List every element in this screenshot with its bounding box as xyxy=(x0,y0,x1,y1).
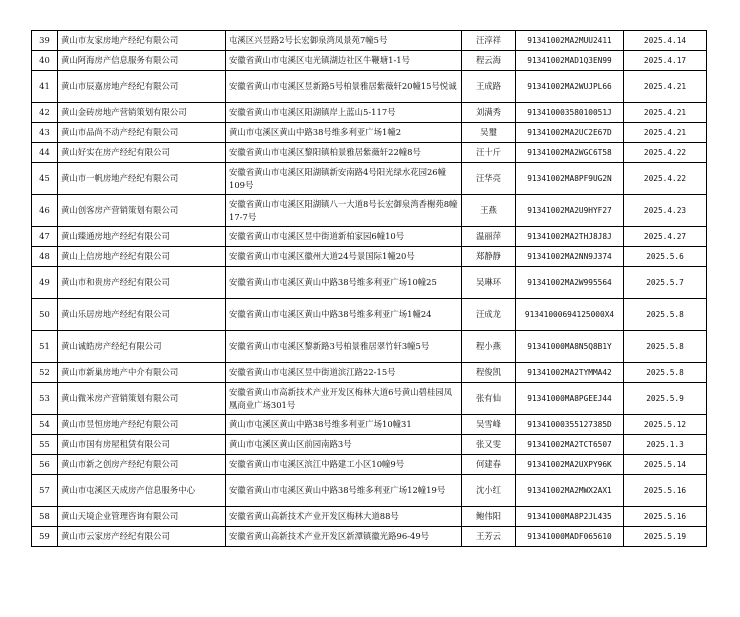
address: 黄山市屯溪区黄山中路38号维多利亚广场10幢31 xyxy=(226,415,462,435)
record-date: 2025.4.21 xyxy=(624,71,707,103)
address: 安徽省黄山市屯溪区昱中街道滨江路22-15号 xyxy=(226,363,462,383)
record-date: 2025.4.21 xyxy=(624,103,707,123)
record-date: 2025.4.14 xyxy=(624,31,707,51)
record-date: 2025.4.22 xyxy=(624,143,707,163)
address: 黄山市屯溪区黄山区前园南路3号 xyxy=(226,435,462,455)
contact-person: 何建春 xyxy=(462,455,516,475)
record-date: 2025.4.17 xyxy=(624,51,707,71)
address: 安徽省黄山市屯溪区屯光镇湖边社区牛鞭塘1-1号 xyxy=(226,51,462,71)
table-row xyxy=(32,527,707,547)
table-row xyxy=(32,31,707,51)
credit-code: 91341000694125000X4 xyxy=(516,299,624,331)
table-row xyxy=(32,363,707,383)
credit-code: 91341002MA2UC2E67D xyxy=(516,123,624,143)
credit-code: 91341002MA2TYMMA42 xyxy=(516,363,624,383)
address: 安徽省黄山市屯溪区徽州大道24号景国际1幢20号 xyxy=(226,247,462,267)
address: 安徽省黄山市屯溪区昱中街道新柏家园6幢10号 xyxy=(226,227,462,247)
address: 安徽省黄山市屯溪区黎新路3号柏景雅居翠竹轩3幢5号 xyxy=(226,331,462,363)
row-number: 53 xyxy=(32,383,58,415)
address: 安徽省黄山市屯溪区黄山中路38号维多利亚广场1幢24 xyxy=(226,299,462,331)
table-row xyxy=(32,71,707,103)
row-number: 57 xyxy=(32,475,58,507)
record-date: 2025.5.7 xyxy=(624,267,707,299)
credit-code: 91341000MA8PGEEJ44 xyxy=(516,383,624,415)
contact-person: 吴雪峰 xyxy=(462,415,516,435)
address: 安徽省黄山市屯溪区阳湖镇岸上蓝山5-117号 xyxy=(226,103,462,123)
row-number: 42 xyxy=(32,103,58,123)
company-name: 黄山市昱恒房地产经纪有限公司 xyxy=(58,415,226,435)
address: 黄山市屯溪区黄山中路38号维多利亚广场1幢2 xyxy=(226,123,462,143)
company-name: 黄山市屯溪区天成房产信息服务中心 xyxy=(58,475,226,507)
credit-code: 91341002MA2U9HYF27 xyxy=(516,195,624,227)
table-row xyxy=(32,507,707,527)
record-date: 2025.5.14 xyxy=(624,455,707,475)
record-date: 2025.1.3 xyxy=(624,435,707,455)
contact-person: 郑静静 xyxy=(462,247,516,267)
contact-person: 汪十斤 xyxy=(462,143,516,163)
record-date: 2025.5.8 xyxy=(624,331,707,363)
row-number: 59 xyxy=(32,527,58,547)
company-name: 黄山市国有房屋租赁有限公司 xyxy=(58,435,226,455)
credit-code: 91341000MADF065610 xyxy=(516,527,624,547)
credit-code: 91341002MA2W995564 xyxy=(516,267,624,299)
row-number: 50 xyxy=(32,299,58,331)
contact-person: 吴璽 xyxy=(462,123,516,143)
row-number: 46 xyxy=(32,195,58,227)
credit-code: 91341002MAD1Q3EN99 xyxy=(516,51,624,71)
row-number: 40 xyxy=(32,51,58,71)
company-name: 黄山市辰嘉房地产经纪有限公司 xyxy=(58,71,226,103)
address: 安徽省黄山市屯溪区阳湖镇八一大道8号长宏御泉湾香榭苑8幢17-7号 xyxy=(226,195,462,227)
company-name: 黄山市友家房地产经纪有限公司 xyxy=(58,31,226,51)
credit-code: 91341002MA2UXPY96K xyxy=(516,455,624,475)
table-row xyxy=(32,435,707,455)
table-row xyxy=(32,195,707,227)
record-date: 2025.5.12 xyxy=(624,415,707,435)
contact-person: 汪成龙 xyxy=(462,299,516,331)
company-name: 黄山市品尚不动产经纪有限公司 xyxy=(58,123,226,143)
credit-code: 91341002MA2NN9J374 xyxy=(516,247,624,267)
company-name: 黄山市一帆房地产经纪有限公司 xyxy=(58,163,226,195)
table-row xyxy=(32,143,707,163)
contact-person: 王成路 xyxy=(462,71,516,103)
record-date: 2025.5.19 xyxy=(624,527,707,547)
table-row xyxy=(32,267,707,299)
row-number: 54 xyxy=(32,415,58,435)
contact-person: 温丽萍 xyxy=(462,227,516,247)
company-name: 黄山金砖房地产营销策划有限公司 xyxy=(58,103,226,123)
company-name: 黄山乐居房地产经纪有限公司 xyxy=(58,299,226,331)
contact-person: 汪淳祥 xyxy=(462,31,516,51)
registry-table-container xyxy=(31,30,706,547)
record-date: 2025.5.16 xyxy=(624,475,707,507)
contact-person: 张又雯 xyxy=(462,435,516,455)
credit-code: 91341002MA2WUJPL66 xyxy=(516,71,624,103)
row-number: 47 xyxy=(32,227,58,247)
record-date: 2025.4.22 xyxy=(624,163,707,195)
credit-code: 91341002MA2MWX2AX1 xyxy=(516,475,624,507)
credit-code: 91341002MA8PF9UG2N xyxy=(516,163,624,195)
contact-person: 鲍伟阳 xyxy=(462,507,516,527)
table-row xyxy=(32,247,707,267)
address: 安徽省黄山市屯溪区黎阳镇柏景雅居紫薇轩22幢8号 xyxy=(226,143,462,163)
row-number: 51 xyxy=(32,331,58,363)
contact-person: 王芳云 xyxy=(462,527,516,547)
company-name: 黄山臻通房地产经纪有限公司 xyxy=(58,227,226,247)
address: 屯溪区兴昱路2号长宏御泉湾凤景苑7幢5号 xyxy=(226,31,462,51)
table-row xyxy=(32,383,707,415)
row-number: 48 xyxy=(32,247,58,267)
address: 安徽省黄山市高新技术产业开发区梅林大道6号黄山碧桂园凤凰商业广场301号 xyxy=(226,383,462,415)
row-number: 44 xyxy=(32,143,58,163)
record-date: 2025.5.16 xyxy=(624,507,707,527)
credit-code: 91341000358010051J xyxy=(516,103,624,123)
credit-code: 91341002MA2THJ8J8J xyxy=(516,227,624,247)
row-number: 52 xyxy=(32,363,58,383)
table-row xyxy=(32,415,707,435)
record-date: 2025.5.9 xyxy=(624,383,707,415)
table-row xyxy=(32,51,707,71)
row-number: 45 xyxy=(32,163,58,195)
contact-person: 吴琳环 xyxy=(462,267,516,299)
address: 安徽省黄山市屯溪区黄山中路38号维多利亚广场12幢19号 xyxy=(226,475,462,507)
contact-person: 程俊凯 xyxy=(462,363,516,383)
credit-code: 91341000MA8N5Q8B1Y xyxy=(516,331,624,363)
table-row xyxy=(32,299,707,331)
record-date: 2025.4.21 xyxy=(624,123,707,143)
contact-person: 程小燕 xyxy=(462,331,516,363)
address: 安徽省黄山高新技术产业开发区新潭镇徽光路96-49号 xyxy=(226,527,462,547)
company-name: 黄山创客房产营销策划有限公司 xyxy=(58,195,226,227)
company-name: 黄山市和贵房产经纪有限公司 xyxy=(58,267,226,299)
address: 安徽省黄山市屯溪区昱新路5号柏景雅居紫薇轩20幢15号悦诚 xyxy=(226,71,462,103)
address: 安徽省黄山市屯溪区黄山中路38号维多利亚广场10幢25 xyxy=(226,267,462,299)
address: 安徽省黄山高新技术产业开发区梅林大道88号 xyxy=(226,507,462,527)
table-body xyxy=(32,31,707,547)
row-number: 56 xyxy=(32,455,58,475)
table-row xyxy=(32,227,707,247)
record-date: 2025.5.8 xyxy=(624,363,707,383)
registry-table xyxy=(31,30,707,547)
contact-person: 程云海 xyxy=(462,51,516,71)
company-name: 黄山市云家房产经纪有限公司 xyxy=(58,527,226,547)
row-number: 58 xyxy=(32,507,58,527)
record-date: 2025.5.6 xyxy=(624,247,707,267)
company-name: 黄山市新之创房产经纪有限公司 xyxy=(58,455,226,475)
row-number: 49 xyxy=(32,267,58,299)
row-number: 55 xyxy=(32,435,58,455)
address: 安徽省黄山市屯溪区滨江中路建工小区10幢9号 xyxy=(226,455,462,475)
address: 安徽省黄山市屯溪区阳湖镇新安南路4号阳光绿水花园26幢109号 xyxy=(226,163,462,195)
table-row xyxy=(32,123,707,143)
company-name: 黄山好实在房产经纪有限公司 xyxy=(58,143,226,163)
row-number: 39 xyxy=(32,31,58,51)
table-row xyxy=(32,103,707,123)
credit-code: 91341000MA8P2JL435 xyxy=(516,507,624,527)
table-row xyxy=(32,331,707,363)
contact-person: 汪华亮 xyxy=(462,163,516,195)
company-name: 黄山市新巢房地产中介有限公司 xyxy=(58,363,226,383)
company-name: 黄山上信房地产经纪有限公司 xyxy=(58,247,226,267)
contact-person: 刘满秀 xyxy=(462,103,516,123)
company-name: 黄山阿海房产信息服务有限公司 xyxy=(58,51,226,71)
credit-code: 91341002MA2MUU2411 xyxy=(516,31,624,51)
credit-code: 91341002MA2WGC6T58 xyxy=(516,143,624,163)
contact-person: 沈小红 xyxy=(462,475,516,507)
company-name: 黄山天境企业管理咨询有限公司 xyxy=(58,507,226,527)
contact-person: 张有仙 xyxy=(462,383,516,415)
contact-person: 王燕 xyxy=(462,195,516,227)
table-row xyxy=(32,475,707,507)
table-row xyxy=(32,455,707,475)
row-number: 41 xyxy=(32,71,58,103)
table-row xyxy=(32,163,707,195)
credit-code: 91341000355127385D xyxy=(516,415,624,435)
company-name: 黄山诚皓房产经纪有限公司 xyxy=(58,331,226,363)
row-number: 43 xyxy=(32,123,58,143)
record-date: 2025.5.8 xyxy=(624,299,707,331)
record-date: 2025.4.27 xyxy=(624,227,707,247)
record-date: 2025.4.23 xyxy=(624,195,707,227)
credit-code: 91341002MA2TCT6507 xyxy=(516,435,624,455)
company-name: 黄山微米房产营销策划有限公司 xyxy=(58,383,226,415)
